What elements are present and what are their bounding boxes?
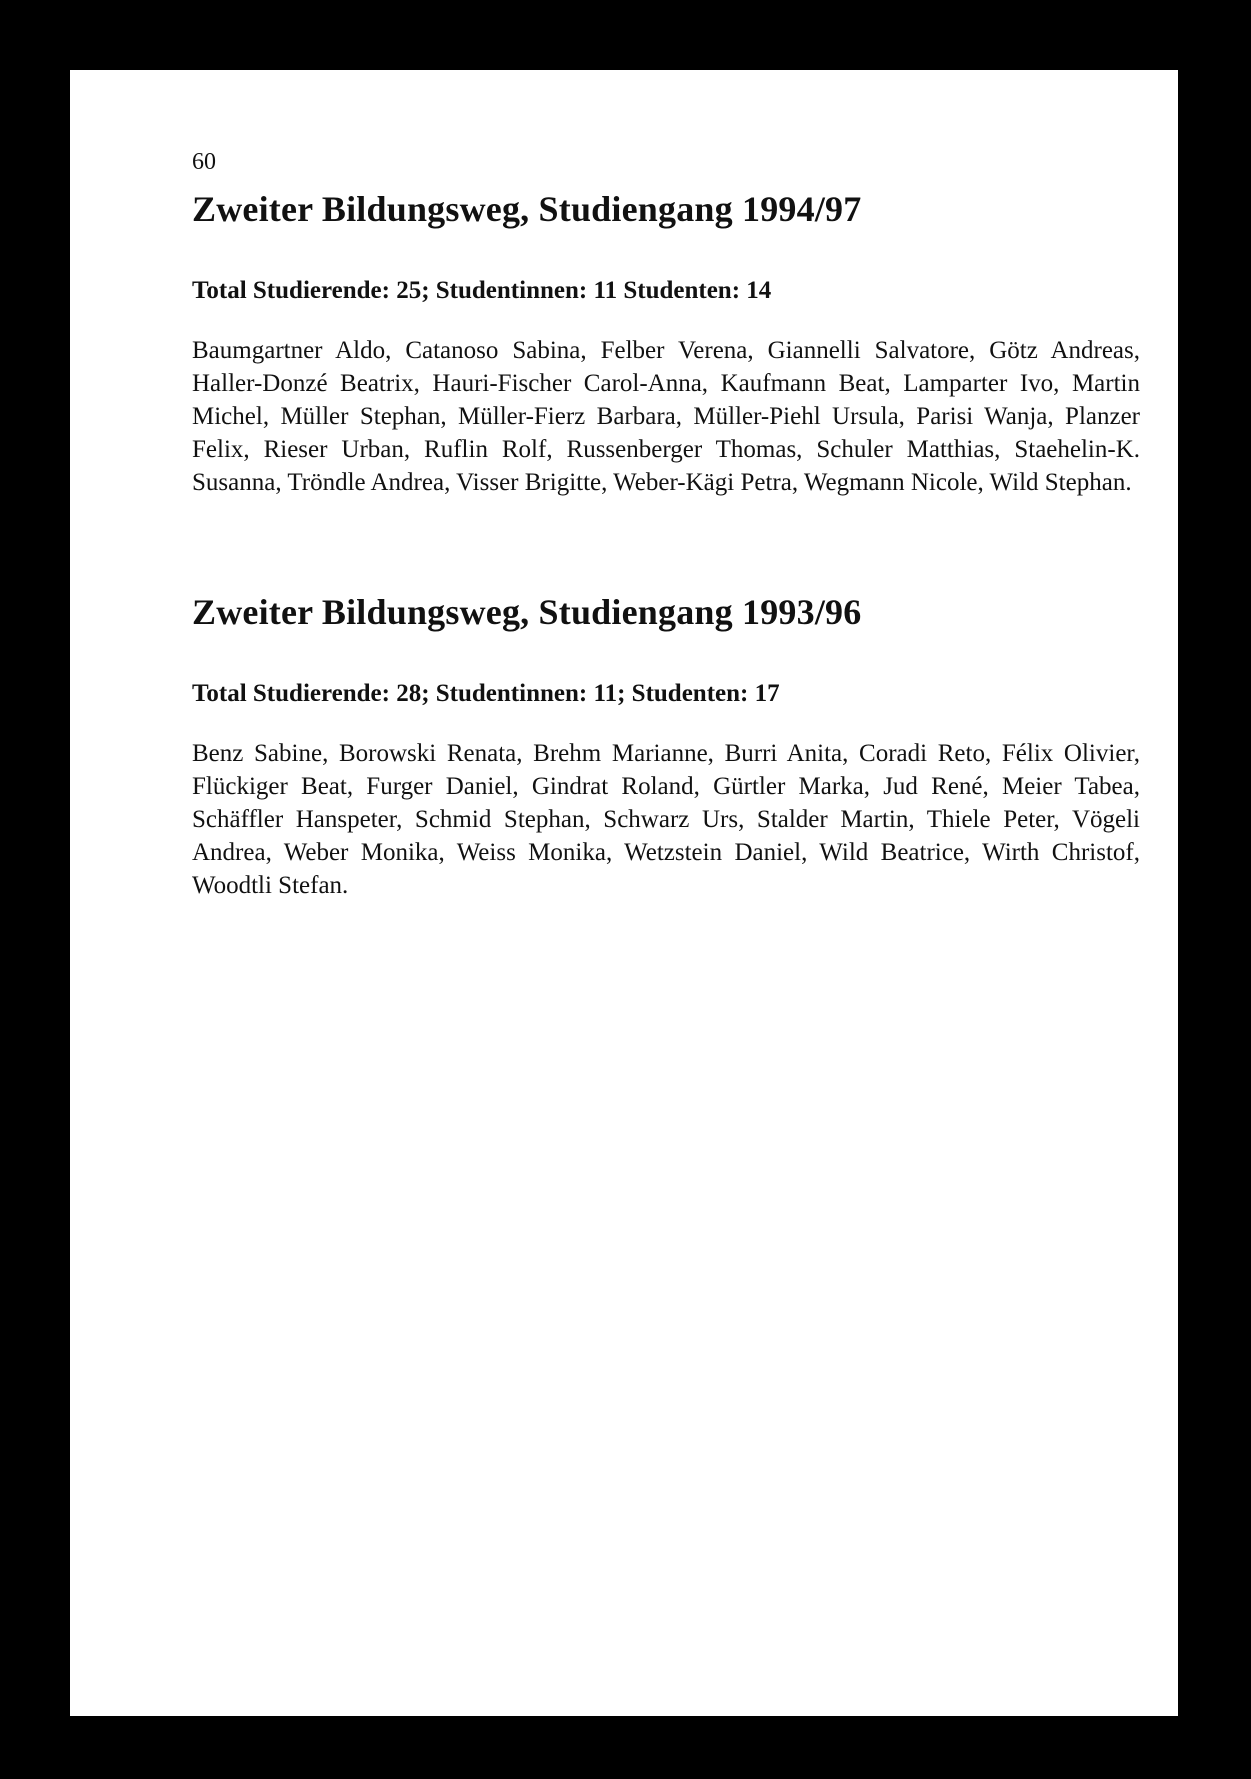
- student-totals: Total Studierende: 28; Studentinnen: 11; Studenten: 17: [192, 680, 780, 707]
- section-title: Zweiter Bildungsweg, Studiengang 1994/97: [192, 189, 862, 229]
- page-content: [192, 148, 1140, 902]
- page-number: 60: [192, 149, 216, 175]
- student-name-list: Baumgartner Aldo, Catanoso Sabina, Felber Verena, Giannelli Salvatore, Götz Andreas, Haller-Donzé Beatrix, Hauri-Fischer Carol-Anna, Kaufmann Beat, Lamparter Ivo, Martin Michel, Müller Stephan, Müller-Fierz Barbara, Müller-Piehl Ursula, Parisi Wanja, Planzer Felix, Rieser Urban, Ruflin Rolf, Russenberger Thomas, Schuler Matthias, Staehelin-K. Susanna, Tröndle Andrea, Visser Brigitte, Weber-Kägi Petra, Wegmann Nicole, Wild Stephan.: [192, 337, 1140, 496]
- document-page: [70, 70, 1178, 1716]
- student-totals: Total Studierende: 25; Studentinnen: 11 Studenten: 14: [192, 277, 772, 304]
- section-title: Zweiter Bildungsweg, Studiengang 1993/96: [192, 592, 862, 632]
- section-studiengang-1994-97: [192, 188, 1140, 499]
- section-studiengang-1993-96: [192, 591, 1140, 902]
- student-name-list: Benz Sabine, Borowski Renata, Brehm Marianne, Burri Anita, Coradi Reto, Félix Olivier, Flückiger Beat, Furger Daniel, Gindrat Roland, Gürtler Marka, Jud René, Meier Tabea, Schäffler Hanspeter, Schmid Stephan, Schwarz Urs, Stalder Martin, Thiele Peter, Vögeli Andrea, Weber Monika, Weiss Monika, Wetzstein Daniel, Wild Beatrice, Wirth Christof, Woodtli Stefan.: [192, 740, 1140, 899]
